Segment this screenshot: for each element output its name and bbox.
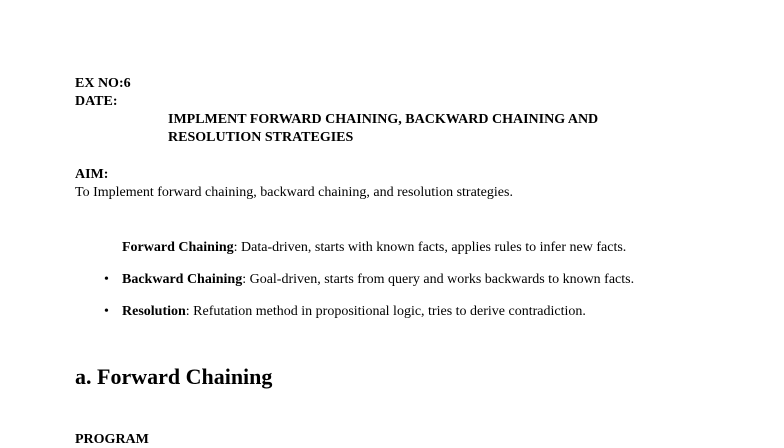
section-heading: a. Forward Chaining (75, 364, 273, 389)
term-forward-chaining: Forward Chaining (122, 240, 234, 255)
date-label: DATE: (75, 94, 118, 109)
aim-text: To Implement forward chaining, backward chaining, and resolution strategies. (75, 185, 513, 200)
list-item-backward-chaining (122, 272, 634, 288)
document-title-line-2: RESOLUTION STRATEGIES (168, 130, 354, 145)
bullet-resolution: • (104, 304, 109, 319)
term-backward-chaining: Backward Chaining (122, 272, 243, 287)
list-item-resolution (122, 304, 586, 320)
document-title-line-1: IMPLMENT FORWARD CHAINING, BACKWARD CHAINING AND (168, 112, 599, 127)
program-label: PROGRAM (75, 432, 149, 447)
term-resolution: Resolution (122, 304, 186, 319)
desc-forward-chaining: : Data-driven, starts with known facts, applies rules to infer new facts. (233, 240, 627, 255)
aim-heading: AIM: (75, 167, 109, 182)
list-item-forward-chaining (122, 240, 626, 256)
desc-backward-chaining: : Goal-driven, starts from query and works backwards to known facts. (242, 272, 635, 287)
desc-resolution: : Refutation method in propositional logic, tries to derive contradiction. (185, 304, 586, 319)
bullet-backward-chaining: • (104, 272, 109, 287)
ex-number: EX NO:6 (75, 76, 131, 91)
